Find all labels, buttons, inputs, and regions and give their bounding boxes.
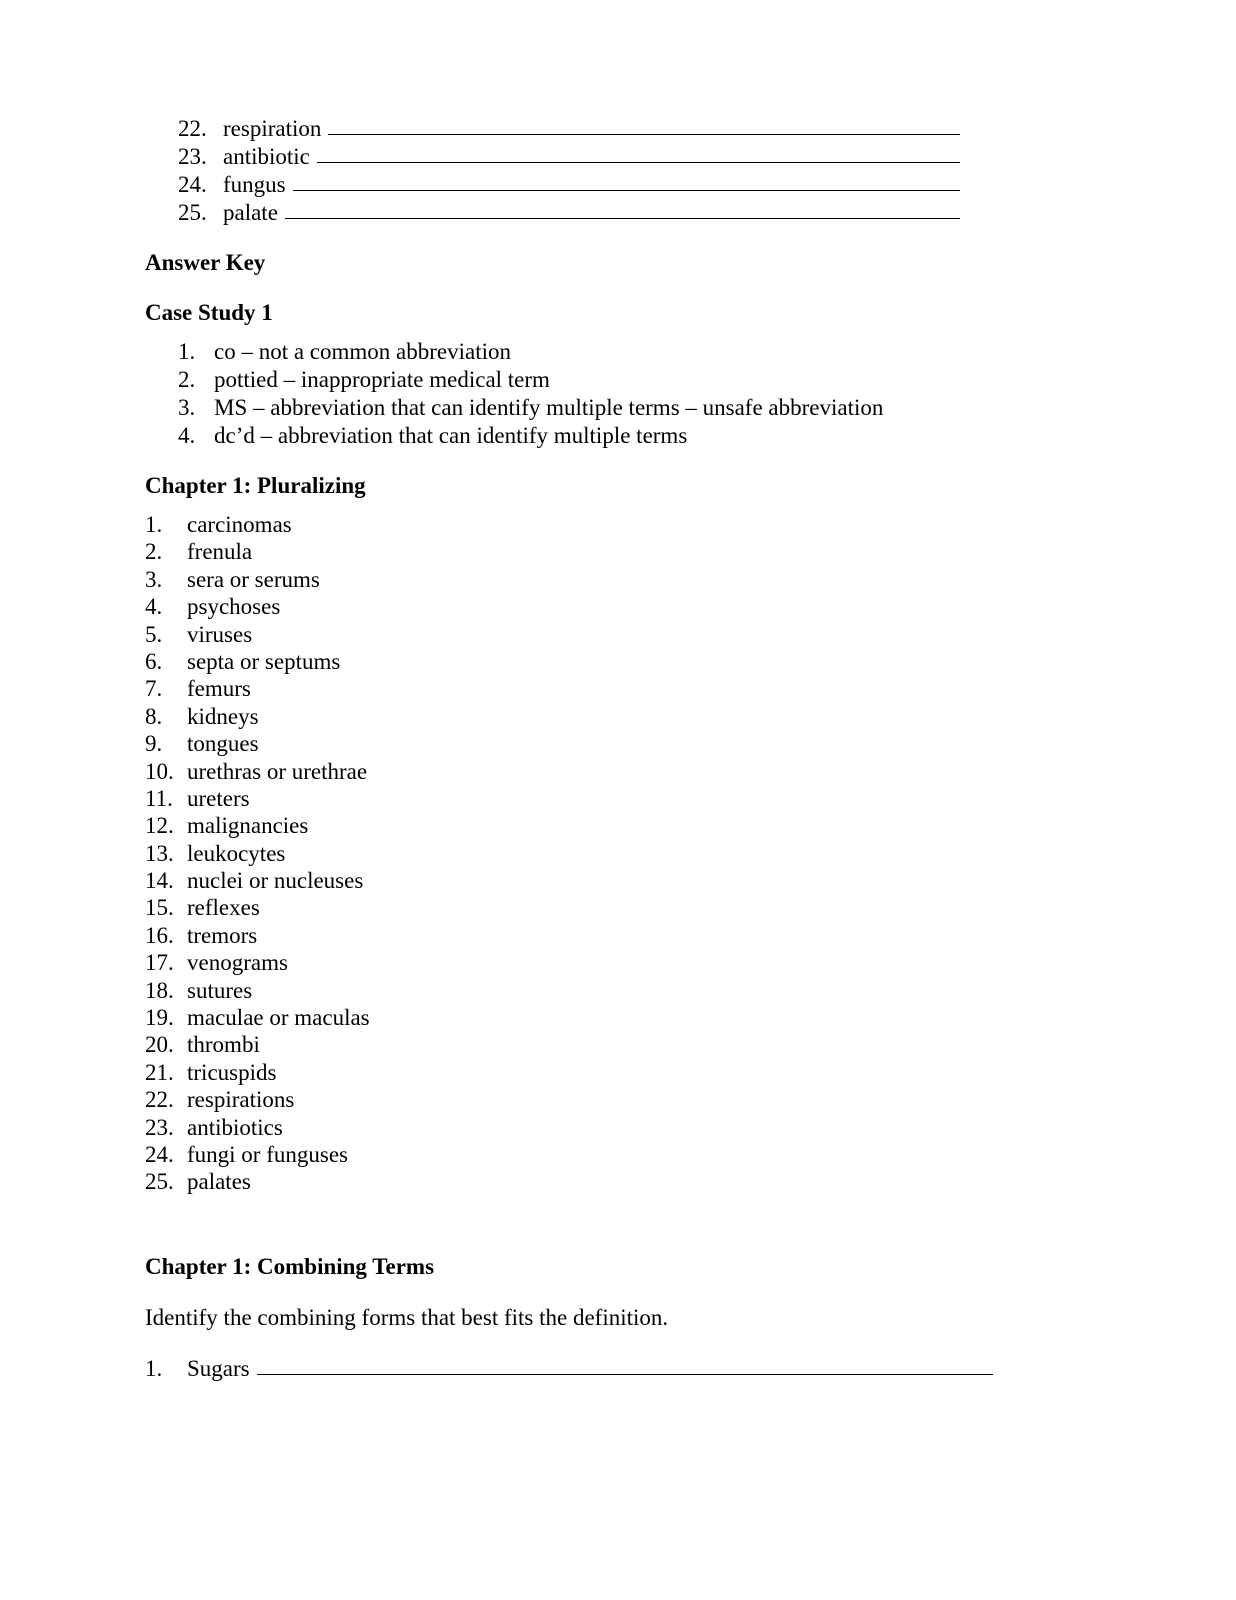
item-number: 7. <box>145 676 163 702</box>
item-text: ureters <box>187 785 250 811</box>
pluralizing-heading: Chapter 1: Pluralizing <box>145 473 366 498</box>
fill-in-item <box>145 1356 993 1382</box>
answer-blank[interactable] <box>285 200 960 219</box>
item-number: 20. <box>145 1032 174 1058</box>
fill-in-item <box>178 172 960 200</box>
item-term: respiration <box>223 116 322 141</box>
instruction-text: Identify the combining forms that best fits the definition. <box>145 1305 669 1330</box>
item-text: fungi or funguses <box>187 1141 348 1167</box>
fill-in-item <box>178 144 960 172</box>
item-number: 10. <box>145 758 174 784</box>
item-number: 4. <box>178 423 196 448</box>
list-item <box>145 813 370 840</box>
list-item <box>145 512 370 539</box>
item-text: sutures <box>187 977 253 1003</box>
item-text: venograms <box>187 950 288 976</box>
item-number: 5. <box>145 621 163 647</box>
item-term: antibiotic <box>223 144 310 169</box>
answer-blank[interactable] <box>328 116 960 135</box>
list-item <box>145 1142 370 1169</box>
item-text: respirations <box>187 1087 295 1113</box>
item-number: 22. <box>145 1087 174 1113</box>
item-text: tricuspids <box>187 1059 277 1085</box>
list-item <box>145 539 370 566</box>
list-item <box>178 339 883 367</box>
list-item <box>145 978 370 1005</box>
item-text: viruses <box>187 621 253 647</box>
list-item <box>145 923 370 950</box>
item-number: 1. <box>178 339 196 364</box>
item-number: 2. <box>145 539 163 565</box>
list-item <box>145 1005 370 1032</box>
list-item <box>145 704 370 731</box>
item-number: 24. <box>145 1141 174 1167</box>
item-number: 6. <box>145 648 163 674</box>
item-text: MS – abbreviation that can identify multiple terms – unsafe abbreviation <box>214 395 884 420</box>
item-number: 16. <box>145 922 174 948</box>
item-number: 19. <box>145 1005 174 1031</box>
list-item <box>145 676 370 703</box>
list-item <box>178 423 883 451</box>
item-number: 1. <box>145 1356 163 1381</box>
case-study-list <box>178 339 883 451</box>
item-text: urethras or urethrae <box>187 758 368 784</box>
item-number: 9. <box>145 731 163 757</box>
item-number: 18. <box>145 977 174 1003</box>
list-item <box>145 1032 370 1059</box>
item-text: malignancies <box>187 813 309 839</box>
item-text: reflexes <box>187 895 260 921</box>
item-text: nuclei or nucleuses <box>187 868 364 894</box>
list-item <box>145 841 370 868</box>
fill-in-item <box>178 200 960 228</box>
item-number: 21. <box>145 1059 174 1085</box>
list-item <box>178 395 883 423</box>
item-text: leukocytes <box>187 840 286 866</box>
list-item <box>145 868 370 895</box>
list-item <box>145 1060 370 1087</box>
item-text: septa or septums <box>187 648 341 674</box>
item-text: maculae or maculas <box>187 1005 370 1031</box>
item-term: fungus <box>223 172 286 197</box>
item-number: 3. <box>145 566 163 592</box>
item-text: dc’d – abbreviation that can identify multiple terms <box>214 423 688 448</box>
item-term: palate <box>223 200 278 225</box>
item-number: 24. <box>178 172 207 197</box>
item-text: kidneys <box>187 703 259 729</box>
item-text: pottied – inappropriate medical term <box>214 367 550 392</box>
item-number: 2. <box>178 367 196 392</box>
item-number: 14. <box>145 868 174 894</box>
item-number: 23. <box>178 144 207 169</box>
list-item <box>145 649 370 676</box>
list-item <box>145 786 370 813</box>
list-item <box>145 567 370 594</box>
answer-blank[interactable] <box>317 144 960 163</box>
list-item <box>145 622 370 649</box>
list-item <box>145 1169 370 1196</box>
list-item <box>145 950 370 977</box>
item-number: 12. <box>145 813 174 839</box>
list-item <box>145 1087 370 1114</box>
item-text: femurs <box>187 676 251 702</box>
answer-blank[interactable] <box>257 1356 993 1375</box>
item-number: 8. <box>145 703 163 729</box>
item-number: 11. <box>145 785 173 811</box>
item-text: antibiotics <box>187 1114 283 1140</box>
item-number: 4. <box>145 594 163 620</box>
item-text: thrombi <box>187 1032 260 1058</box>
answer-key-heading: Answer Key <box>145 250 266 275</box>
item-number: 13. <box>145 840 174 866</box>
item-text: palates <box>187 1169 251 1195</box>
fill-in-item <box>178 116 960 144</box>
list-item <box>145 731 370 758</box>
list-item <box>145 594 370 621</box>
item-text: tremors <box>187 922 258 948</box>
case-study-heading: Case Study 1 <box>145 300 273 325</box>
item-number: 22. <box>178 116 207 141</box>
item-number: 23. <box>145 1114 174 1140</box>
item-number: 15. <box>145 895 174 921</box>
list-item <box>145 895 370 922</box>
combining-terms-heading: Chapter 1: Combining Terms <box>145 1254 435 1279</box>
item-text: carcinomas <box>187 512 292 537</box>
list-item <box>145 759 370 786</box>
fill-in-list <box>178 116 960 228</box>
item-number: 17. <box>145 950 174 976</box>
item-number: 1. <box>145 512 163 537</box>
item-text: co – not a common abbreviation <box>214 339 512 364</box>
item-text: tongues <box>187 731 259 757</box>
item-number: 25. <box>178 200 207 225</box>
item-term: Sugars <box>187 1356 250 1381</box>
item-number: 25. <box>145 1169 174 1195</box>
answer-blank[interactable] <box>293 172 960 191</box>
pluralizing-list <box>145 512 370 1197</box>
item-text: sera or serums <box>187 566 320 592</box>
item-number: 3. <box>178 395 196 420</box>
list-item <box>145 1115 370 1142</box>
list-item <box>178 367 883 395</box>
item-text: psychoses <box>187 594 281 620</box>
item-text: frenula <box>187 539 253 565</box>
